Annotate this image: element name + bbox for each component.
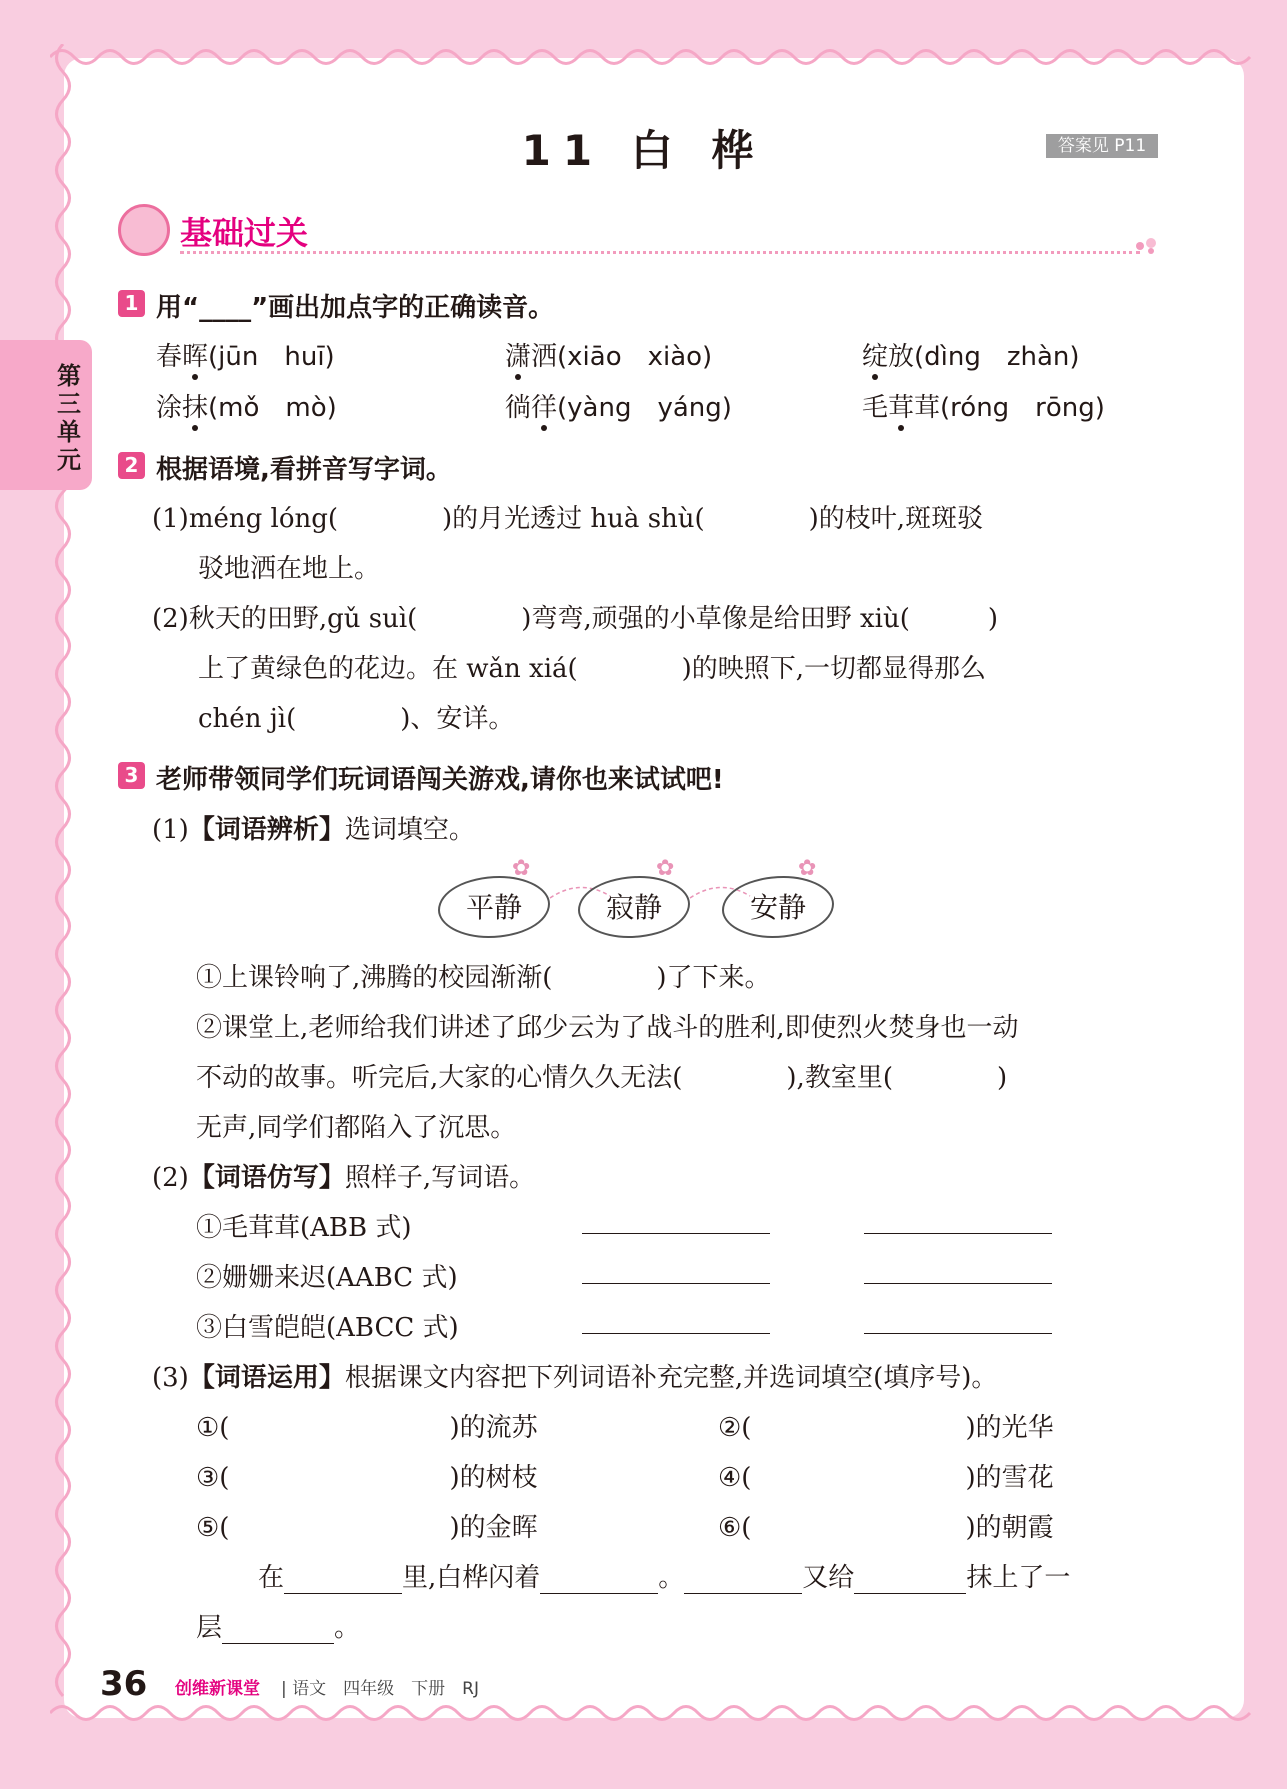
answer-blank[interactable] bbox=[222, 1613, 334, 1644]
answer-reference-badge: 答案见 P11 bbox=[1046, 134, 1158, 158]
section-divider bbox=[180, 251, 1140, 254]
butterfly-icon: ✿ bbox=[656, 856, 675, 881]
q3-final-sentence-2: 层 。 bbox=[196, 1613, 361, 1643]
q1-item-6: 毛茸茸(róng rōng) bbox=[862, 393, 1105, 423]
q3-sentence-2a: ②课堂上,老师给我们讲述了邱少云为了战斗的胜利,即使烈火焚身也一动 bbox=[196, 1013, 1019, 1043]
footer-brand: 创维新课堂 bbox=[175, 1679, 260, 1699]
answer-line[interactable] bbox=[864, 1333, 1052, 1334]
answer-blank[interactable] bbox=[854, 1563, 966, 1594]
q3-part-1-heading: (1)【词语辨析】选词填空。 bbox=[152, 815, 475, 845]
question-2-badge: 2 bbox=[118, 452, 145, 479]
q2-line-2: 驳地洒在地上。 bbox=[198, 554, 381, 584]
page-number: 36 bbox=[100, 1664, 148, 1704]
q1-item-2: 潇洒(xiāo xiào) bbox=[505, 342, 713, 372]
wavy-border-bottom bbox=[50, 1700, 1260, 1726]
wavy-border-left bbox=[50, 44, 76, 1724]
q1-item-4: 涂抹(mǒ mò) bbox=[156, 393, 337, 423]
q2-line-3: (2)秋天的田野,gǔ suì( )弯弯,顽强的小草像是给田野 xiù( ) bbox=[152, 604, 998, 634]
question-1-badge: 1 bbox=[118, 290, 145, 317]
q2-line-5: chén jì( )、安详。 bbox=[198, 704, 515, 734]
pink-dots-icon bbox=[1134, 237, 1158, 255]
page-title: 11 白 桦 bbox=[521, 126, 766, 175]
q3-fill-4: ④( )的雪花 bbox=[718, 1463, 1054, 1493]
q3-fill-2: ②( )的光华 bbox=[718, 1413, 1054, 1443]
q3-part-3-heading: (3)【词语运用】根据课文内容把下列词语补充完整,并选词填空(填序号)。 bbox=[152, 1363, 998, 1393]
q3-fill-1: ①( )的流苏 bbox=[196, 1413, 538, 1443]
answer-blank[interactable] bbox=[540, 1563, 658, 1594]
q3-fill-6: ⑥( )的朝霞 bbox=[718, 1513, 1054, 1543]
q3-final-sentence-1: 在 里,白桦闪着 。 又给 抹上了一 bbox=[258, 1563, 1071, 1593]
answer-line[interactable] bbox=[864, 1233, 1052, 1234]
section-girl-icon bbox=[118, 204, 170, 256]
wavy-border-top bbox=[50, 44, 1260, 70]
question-2-text: 根据语境,看拼音写字词。 bbox=[156, 455, 452, 485]
q3-imitation-item-3: ③白雪皑皑(ABCC 式) bbox=[196, 1313, 459, 1343]
q2-line-4: 上了黄绿色的花边。在 wǎn xiá( )的映照下,一切都显得那么 bbox=[198, 654, 987, 684]
unit-side-tab bbox=[0, 340, 92, 490]
butterfly-icon: ✿ bbox=[798, 856, 817, 881]
q3-imitation-item-1: ①毛茸茸(ABB 式) bbox=[196, 1213, 412, 1243]
q3-sentence-2b: 不动的故事。听完后,大家的心情久久无法( ),教室里( ) bbox=[196, 1063, 1008, 1093]
answer-line[interactable] bbox=[582, 1333, 770, 1334]
q3-sentence-1: ①上课铃响了,沸腾的校园渐渐( )了下来。 bbox=[196, 963, 771, 993]
answer-line[interactable] bbox=[582, 1283, 770, 1284]
unit-tab-label: 第三单元 bbox=[57, 362, 81, 474]
q3-fill-3: ③( )的树枝 bbox=[196, 1463, 538, 1493]
footer-meta: | 语文 四年级 下册 RJ bbox=[281, 1679, 479, 1699]
q1-item-1: 春晖(jūn huī) bbox=[156, 342, 335, 372]
question-3-text: 老师带领同学们玩词语闯关游戏,请你也来试试吧! bbox=[156, 765, 724, 795]
q3-part-2-heading: (2)【词语仿写】照样子,写词语。 bbox=[152, 1163, 536, 1193]
q1-item-3: 绽放(dìng zhàn) bbox=[862, 342, 1080, 372]
answer-blank[interactable] bbox=[284, 1563, 402, 1594]
answer-line[interactable] bbox=[864, 1283, 1052, 1284]
answer-blank[interactable] bbox=[684, 1563, 802, 1594]
q3-sentence-2c: 无声,同学们都陷入了沉思。 bbox=[196, 1113, 517, 1143]
section-heading: 基础过关 bbox=[180, 214, 309, 252]
question-1-text: 用“____”画出加点字的正确读音。 bbox=[156, 293, 555, 323]
word-leaf-1: 平静 bbox=[438, 876, 550, 938]
q3-fill-5: ⑤( )的金晖 bbox=[196, 1513, 538, 1543]
butterfly-icon: ✿ bbox=[512, 856, 531, 881]
word-leaf-2: 寂静 bbox=[578, 876, 690, 938]
q1-item-5: 徜徉(yàng yáng) bbox=[505, 393, 732, 423]
q2-line-1: (1)méng lóng( )的月光透过 huà shù( )的枝叶,斑斑驳 bbox=[152, 504, 984, 534]
answer-line[interactable] bbox=[582, 1233, 770, 1234]
question-3-badge: 3 bbox=[118, 762, 145, 789]
q3-imitation-item-2: ②姗姗来迟(AABC 式) bbox=[196, 1263, 458, 1293]
word-leaf-3: 安静 bbox=[722, 876, 834, 938]
